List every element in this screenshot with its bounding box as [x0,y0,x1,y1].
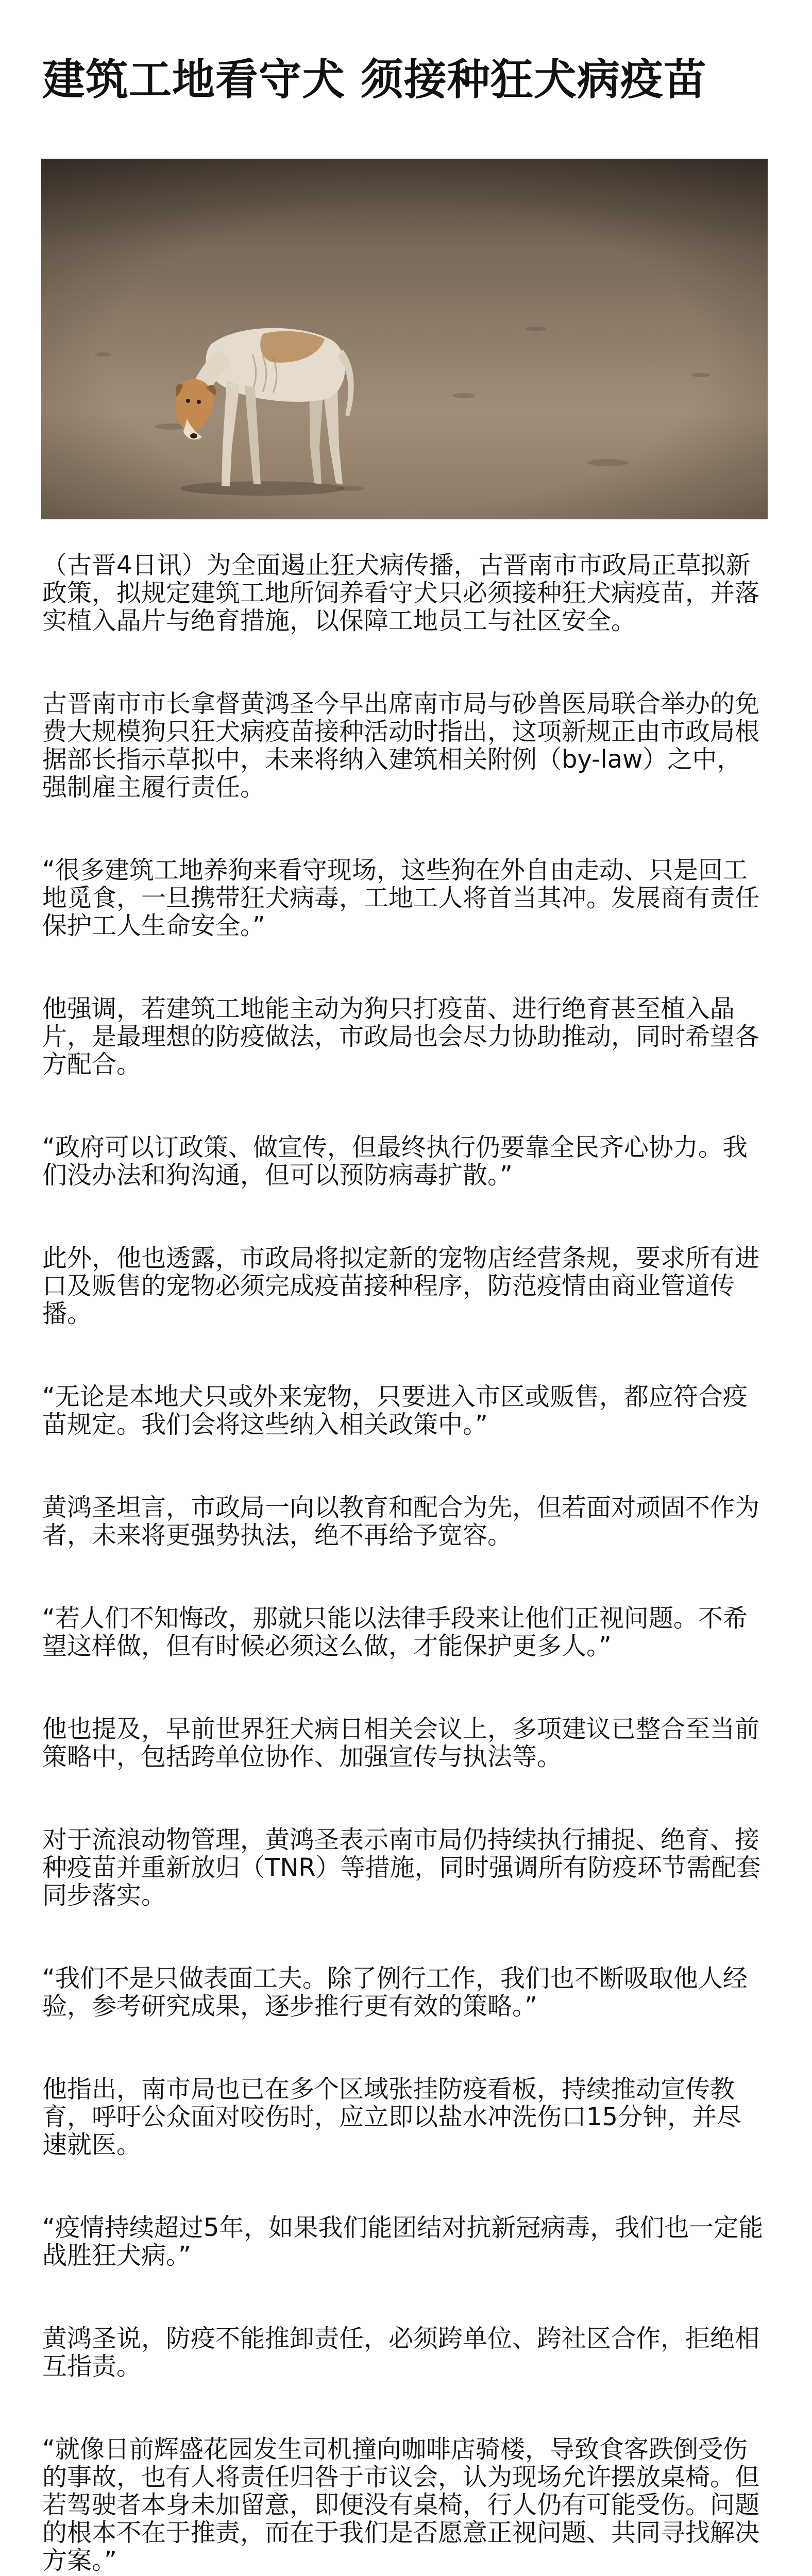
article-paragraph: “疫情持续超过5年，如果我们能团结对抗新冠病毒，我们也一定能战胜狂犬病。” [42,2213,764,2270]
article-paragraph: 他也提及，早前世界狂犬病日相关会议上，多项建议已整合至当前策略中，包括跨单位协作、加强宣传与执法等。 [42,1715,760,1771]
article-title: 建筑工地看守犬 须接种狂犬病疫苗 [42,55,707,105]
article-paragraph: 黄鸿圣坦言，市政局一向以教育和配合为先，但若面对顽固不作为者，未来将更强势执法，绝不再给予宽容。 [42,1493,760,1550]
article-paragraph: “我们不是只做表面工夫。除了例行工作，我们也不断吸取他人经验，参考研究成果，逐步推行更有效的策略。” [42,1964,748,2021]
article-paragraph: （古晋4日讯）为全面遏止狂犬病传播，古晋南市市政局正草拟新政策，拟规定建筑工地所饲养看守犬只必须接种狂犬病疫苗，并落实植入晶片与绝育措施，以保障工地员工与社区安全。 [42,551,760,635]
article-paragraph: 他指出，南市局也已在多个区域张挂防疫看板，持续推动宣传教育，呼吁公众面对咬伤时，应立即以盐水冲洗伤口15分钟，并尽速就医。 [42,2075,742,2159]
article-paragraph: “很多建筑工地养狗来看守现场，这些狗在外自由走动、只是回工地觅食，一旦携带狂犬病毒，工地工人将首当其冲。发展商有责任保护工人生命安全。” [42,856,760,940]
article-paragraph: 黄鸿圣说，防疫不能推卸责任，必须跨单位、跨社区合作，拒绝相互指责。 [42,2324,760,2381]
article-paragraph: 对于流浪动物管理，黄鸿圣表示南市局仍持续执行捕捉、绝育、接种疫苗并重新放归（TNR）等措施，同时强调所有防疫环节需配套同步落实。 [42,1825,761,1910]
article-paragraph: 古晋南市市长拿督黄鸿圣今早出席南市局与砂兽医局联合举办的免费大规模狗只狂犬病疫苗接种活动时指出，这项新规正由市政局根据部长指示草拟中，未来将纳入建筑相关附例（by-law）之中，强制雇主履行责任。 [42,689,760,802]
article-paragraph: “无论是本地犬只或外来宠物，只要进入市区或贩售，都应符合疫苗规定。我们会将这些纳入相关政策中。” [42,1382,748,1439]
article-paragraph: 他强调，若建筑工地能主动为狗只打疫苗、进行绝育甚至植入晶片，是最理想的防疫做法，市政局也会尽力协助推动，同时希望各方配合。 [42,994,760,1079]
article-paragraph: “政府可以订政策、做宣传，但最终执行仍要靠全民齐心协力。我们没办法和狗沟通，但可以预防病毒扩散。” [42,1133,748,1190]
stray-dog-photo-icon [41,159,768,519]
article-body [42,551,766,2576]
article-paragraph: “若人们不知悔改，那就只能以法律手段来让他们正视问题。不希望这样做，但有时候必须这么做，才能保护更多人。” [42,1604,748,1660]
article-paragraph: 此外，他也透露，市政局将拟定新的宠物店经营条规，要求所有进口及贩售的宠物必须完成疫苗接种程序，防范疫情由商业管道传播。 [42,1244,760,1328]
article-hero-image [41,159,768,519]
article-paragraph: “就像日前辉盛花园发生司机撞向咖啡店骑楼，导致食客跌倒受伤的事故，也有人将责任归咎于市议会，认为现场允许摆放桌椅。但若驾驶者本身未加留意，即便没有桌椅，行人仍有可能受伤。问题的根本不在于推责，而在于我们是否愿意正视问题、共同寻找解决方案。” [42,2435,760,2575]
